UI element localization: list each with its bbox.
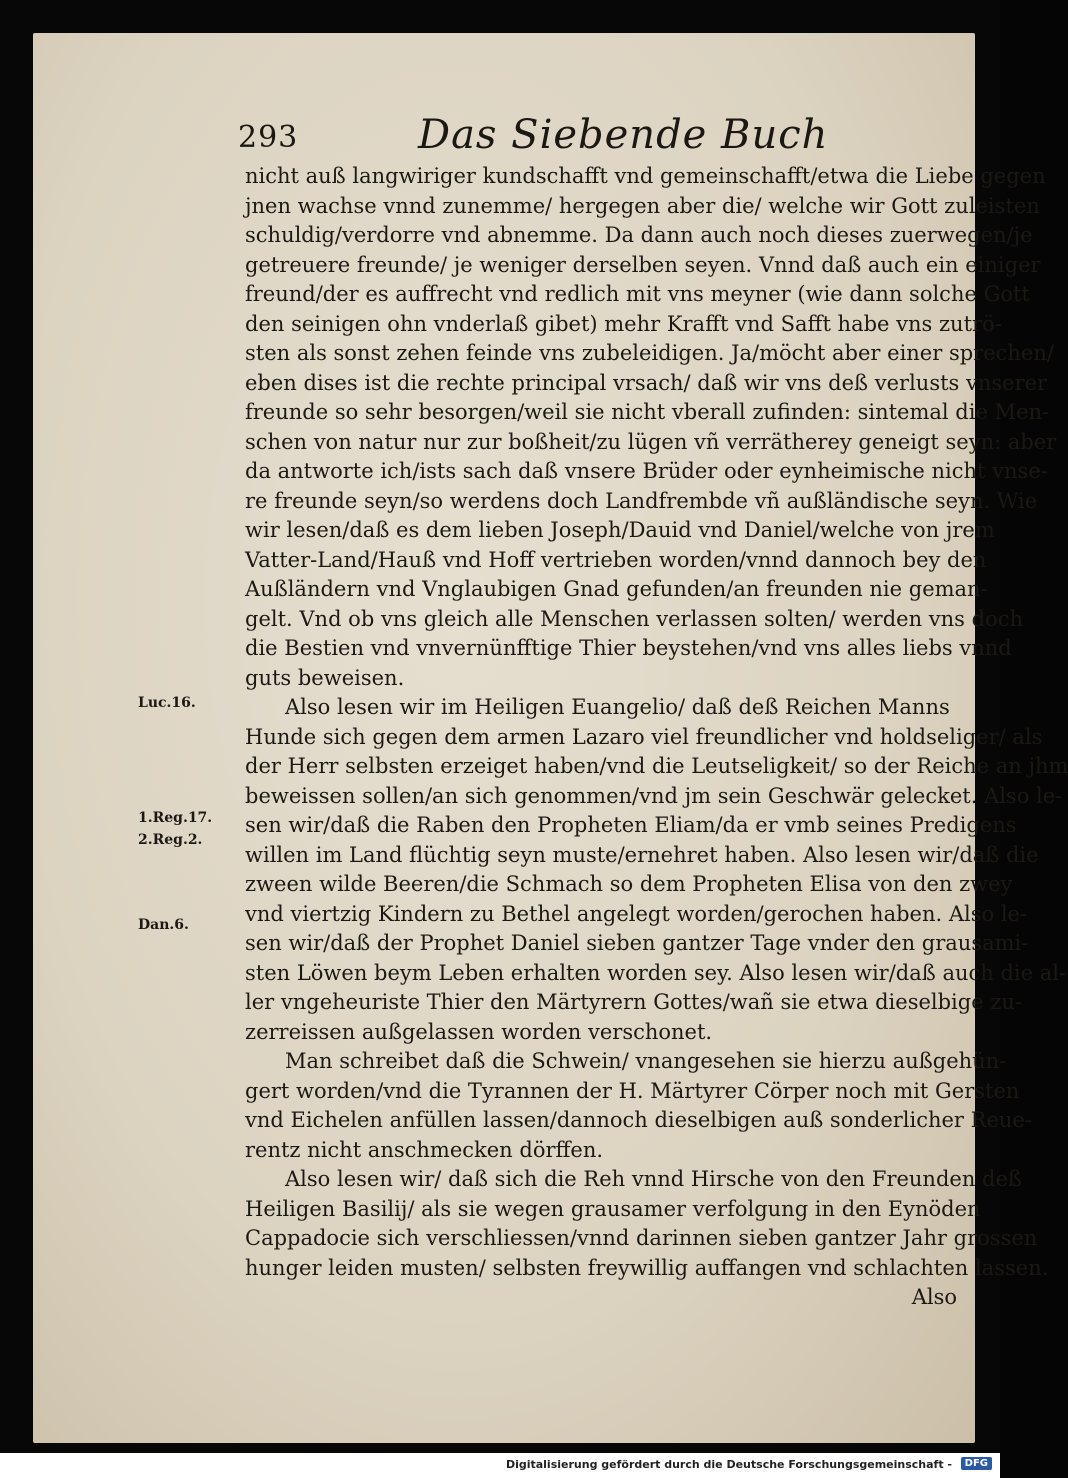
- text-line: sten als sonst zehen feinde vns zubeleidigen. Ja/möcht aber einer sprechen/: [245, 341, 1054, 365]
- text-line: eben dises ist die rechte principal vrsach/ daß wir vns deß verlusts vnserer: [245, 370, 1048, 395]
- paragraph-start-line: Also lesen wir/ daß sich die Reh vnnd Hirsche von den Freunden deß: [285, 1167, 1022, 1191]
- page-number: 293: [238, 120, 299, 155]
- margin-note: Luc.16.: [138, 695, 196, 711]
- paragraph-start-line: Also lesen wir im Heiligen Euangelio/ daß deß Reichen Manns: [285, 695, 950, 719]
- text-line: ler vngeheuriste Thier den Märtyrern Gottes/wañ sie etwa dieselbige zu-: [245, 990, 1022, 1014]
- text-line: re freunde seyn/so werdens doch Landfrembde vñ außländische seyn. Wie: [245, 488, 1038, 513]
- text-line: Vatter-Land/Hauß vnd Hoff vertrieben worden/vnnd dannoch bey den: [245, 547, 987, 572]
- running-title: Das Siebende Buch: [418, 112, 829, 158]
- text-line: zerreissen außgelassen worden verschonet.: [245, 1019, 713, 1044]
- text-line: jnen wachse vnnd zunemme/ hergegen aber die/ welche wir Gott zuleisten: [245, 193, 1040, 218]
- catchword: Also: [911, 1285, 957, 1309]
- text-line: vnd Eichelen anfüllen lassen/dannoch dieselbigen auß sonderlicher Reue-: [245, 1108, 1032, 1132]
- text-line: getreuere freunde/ je weniger derselben seyen. Vnnd daß auch ein einiger: [245, 252, 1041, 277]
- text-line: zween wilde Beeren/die Schmach so dem Propheten Elisa von den zwey: [245, 872, 1013, 896]
- funding-credit: Digitalisierung gefördert durch die Deutsche Forschungsgemeinschaft -: [505, 1458, 952, 1471]
- text-line: die Bestien vnd vnvernünfftige Thier beystehen/vnd vns alles liebs vnnd: [245, 636, 1012, 660]
- text-line: sten Löwen beym Leben erhalten worden sey. Also lesen wir/daß auch die al-: [245, 960, 1067, 985]
- text-line: der Herr selbsten erzeiget haben/vnd die Leutseligkeit/ so der Reiche an jhm: [245, 754, 1068, 778]
- text-line: freunde so sehr besorgen/weil sie nicht vberall zufinden: sintemal die Men-: [245, 400, 1050, 424]
- dfg-logo: DFG: [961, 1457, 992, 1470]
- text-line: guts beweisen.: [245, 665, 405, 690]
- text-line: da antworte ich/ists sach daß vnsere Brüder oder eynheimische nicht vnse-: [245, 459, 1048, 483]
- margin-note: Dan.6.: [138, 917, 189, 933]
- text-line: gelt. Vnd ob vns gleich alle Menschen verlassen solten/ werden vns doch: [245, 606, 1024, 631]
- text-line: rentz nicht anschmecken dörffen.: [245, 1137, 604, 1162]
- text-line: Cappadocie sich verschliessen/vnnd darinnen sieben gantzer Jahr grossen: [245, 1226, 1038, 1250]
- text-line: schuldig/verdorre vnd abnemme. Da dann auch noch dieses zuerwegen/je: [245, 223, 1033, 247]
- text-line: nicht auß langwiriger kundschafft vnd gemeinschafft/etwa die Liebe gegen: [245, 164, 1046, 188]
- text-line: sen wir/daß die Raben den Propheten Eliam/da er vmb seines Predigens: [245, 813, 1017, 837]
- page-header: [238, 112, 960, 162]
- text-line: willen im Land flüchtig seyn muste/ernehret haben. Also lesen wir/daß die: [245, 842, 1039, 867]
- text-line: vnd viertzig Kindern zu Bethel angelegt worden/gerochen haben. Also le-: [245, 901, 1028, 926]
- text-line: beweissen sollen/an sich genommen/vnd jm sein Geschwär gelecket. Also le-: [245, 783, 1063, 808]
- text-line: gert worden/vnd die Tyrannen der H. Märtyrer Cörper noch mit Gersten: [245, 1078, 1020, 1103]
- text-line: schen von natur nur zur boßheit/zu lügen vñ verrätherey geneigt seyn: aber: [245, 429, 1057, 454]
- text-line: Hunde sich gegen dem armen Lazaro viel freundlicher vnd holdseliger/ als: [245, 724, 1043, 749]
- margin-note: 1.Reg.17.: [138, 810, 213, 826]
- text-line: hunger leiden musten/ selbsten freywillig auffangen vnd schlachten lassen.: [245, 1255, 1049, 1280]
- margin-note: 2.Reg.2.: [138, 832, 203, 848]
- digitization-footer: [0, 1453, 1000, 1478]
- paragraph-start-line: Man schreibet daß die Schwein/ vnangesehen sie hierzu außgehün-: [285, 1049, 1007, 1073]
- text-line: Heiligen Basilij/ als sie wegen grausamer verfolgung in den Eynöden: [245, 1196, 981, 1221]
- text-line: sen wir/daß der Prophet Daniel sieben gantzer Tage vnder den grausami-: [245, 931, 1029, 955]
- text-line: wir lesen/daß es dem lieben Joseph/Dauid vnd Daniel/welche von jrem: [245, 518, 995, 542]
- text-line: Außländern vnd Vnglaubigen Gnad gefunden/an freunden nie geman-: [245, 577, 988, 601]
- text-line: den seinigen ohn vnderlaß gibet) mehr Krafft vnd Safft habe vns zutrö-: [245, 311, 1002, 336]
- body-text: [245, 162, 1068, 1313]
- text-line: freund/der es auffrecht vnd redlich mit vns meyner (wie dann solche Gott: [245, 282, 1030, 306]
